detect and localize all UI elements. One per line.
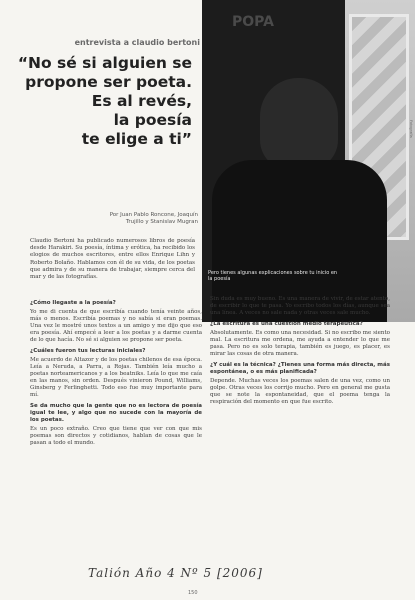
interview-question: Se da mucho que la gente que no es lectora de poesía igual te lee, y algo que no sucede con la mayoría de los poetas. xyxy=(30,403,202,423)
interview-answer: Absolutamente. Es como una necesidad. Si no escribo me siento mal. La escritura me ordena, me ayuda a entender lo que me pasa. Pero no es solo terapia, también es juego, es placer, es mirar las cosas de otra manera. xyxy=(210,330,390,357)
headline-line: Es al revés, xyxy=(91,92,192,110)
photo-portrait-head xyxy=(260,78,338,170)
photo-side-credit: Fotografía xyxy=(409,120,413,138)
photo-caption: Pero tienes algunas explicaciones sobre tu inicio en la poesía xyxy=(208,270,338,282)
article-intro: Claudio Bertoni ha publicado numerosos libros de poesía desde Harakiri. Su poesía, íntima y erótica, ha recibido los elogios de muchos escritores, entre ellos Enrique Lihn y Roberto Bolaño. Hablamos con él de su vida, de los poetas que admira y de su manera de trabajar, siempre cerca del mar y de las fotografías. xyxy=(30,238,195,281)
interview-answer: Depende. Muchas veces los poemas salen de una vez, como un golpe. Otras veces los corrijo mucho. Pero en general me gusta que se note la espontaneidad, que el poema tenga la respiración del momento en que fue escrito. xyxy=(210,378,390,405)
interview-answer: Es un poco extraño. Creo que tiene que ver con que mis poemas son directos y cotidianos, hablan de cosas que le pasan a todo el mundo. xyxy=(30,426,202,446)
interview-question: ¿Y cuál es la técnica? ¿Tienes una forma más directa, más espontánea, o es más planificada? xyxy=(210,362,391,375)
interview-question: ¿Cuáles fueron tus lecturas iniciales? xyxy=(30,348,146,354)
section-title: POPA xyxy=(232,14,274,30)
headline-line: la poesía xyxy=(113,111,192,129)
handwritten-annotation: Talión Año 4 Nº 5 [2006] xyxy=(88,566,263,580)
text-column-right xyxy=(210,296,390,408)
byline xyxy=(30,212,198,226)
page-number: 150 xyxy=(188,590,198,596)
article-subtitle: entrevista a claudio bertoni xyxy=(74,38,200,47)
headline-line: “No sé si alguien se xyxy=(17,54,192,72)
headline-line: propone ser poeta. xyxy=(25,73,192,91)
byline-line: Trujillo y Stanislav Mugran xyxy=(125,218,198,225)
article-headline xyxy=(14,54,192,149)
interview-question: ¿La escritura es una cuestión medio terapéutica? xyxy=(210,321,363,327)
interview-answer: Sin duda es muy bueno. Es una manera de vivir, de estar atento, de escribir lo que te pasa. Yo escribo todos los días, aunque sea una línea. A veces no sale nada y otras veces sale mucho. xyxy=(210,296,390,316)
interview-question: ¿Cómo llegaste a la poesía? xyxy=(30,300,116,306)
text-column-left xyxy=(30,296,202,449)
interview-answer: Yo me di cuenta de que escribía cuando tenía veinte años, más o menos. Escribía poemas y no sabía si eran poemas. Una vez le mostré unos textos a un amigo y me dijo que eso era poesía. Ahí empecé a leer a los poetas y a darme cuenta de lo que hacía. No sé si alguien se propone ser poeta. xyxy=(30,309,202,343)
headline-line: te elige a ti” xyxy=(81,130,192,148)
interview-answer: Me acuerdo de Altazor y de los poetas chilenos de esa época. Leía a Neruda, a Parra, a Rojas. También leía mucho a poetas norteamericanos y a los beatniks. Leía lo que me caía en las manos, sin orden. Después vinieron Pound, Williams, Ginsberg y Ferlinghetti. Todo eso fue muy importante para mí. xyxy=(30,357,202,398)
byline-line: Por Juan Pablo Roncone, Joaquín xyxy=(109,212,198,218)
